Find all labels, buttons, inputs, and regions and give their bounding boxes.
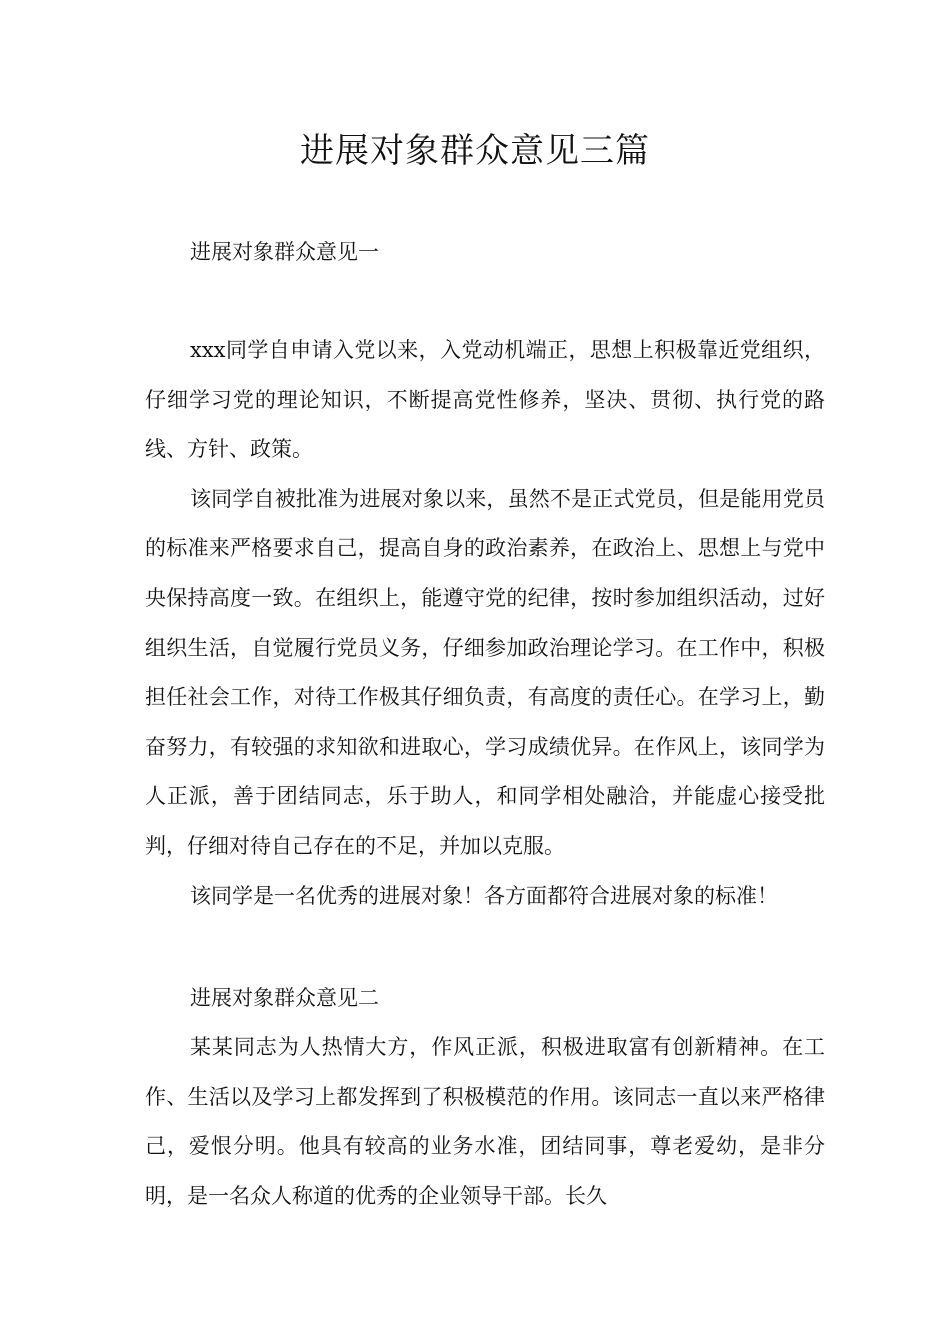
section-2-body — [145, 1023, 825, 1221]
section-2-paragraph-1: 某某同志为人热情大方，作风正派，积极进取富有创新精神。在工作、生活以及学习上都发挥到了积极模范的作用。该同志一直以来严格律己，爱恨分明。他具有较高的业务水准，团结同事，尊老爱幼，是非分明，是一名众人称道的优秀的企业领导干部。长久 — [145, 1035, 825, 1208]
section-2-heading: 进展对象群众意见二 — [190, 986, 379, 1010]
section-1-body — [145, 326, 825, 921]
section-1-paragraph-1: xxx同学自申请入党以来，入党动机端正，思想上积极靠近党组织，仔细学习党的理论知识，不断提高党性修养，坚决、贯彻、执行党的路线、方针、政策。 — [145, 338, 825, 462]
section-1-heading: 进展对象群众意见一 — [190, 240, 379, 264]
section-1-paragraph-2: 该同学自被批准为进展对象以来，虽然不是正式党员，但是能用党员的标准来严格要求自己，提高自身的政治素养，在政治上、思想上与党中央保持高度一致。在组织上，能遵守党的纪律，按时参加组织活动，过好组织生活，自觉履行党员义务，仔细参加政治理论学习。在工作中，积极担任社会工作，对待工作极其仔细负责，有高度的责任心。在学习上，勤奋努力，有较强的求知欲和进取心，学习成绩优异。在作风上，该同学为人正派，善于团结同志，乐于助人，和同学相处融洽，并能虚心接受批判，仔细对待自己存在的不足，并加以克服。 — [145, 486, 825, 858]
section-1-paragraph-3: 该同学是一名优秀的进展对象！各方面都符合进展对象的标准！ — [190, 883, 778, 908]
document-title: 进展对象群众意见三篇 — [300, 131, 650, 171]
